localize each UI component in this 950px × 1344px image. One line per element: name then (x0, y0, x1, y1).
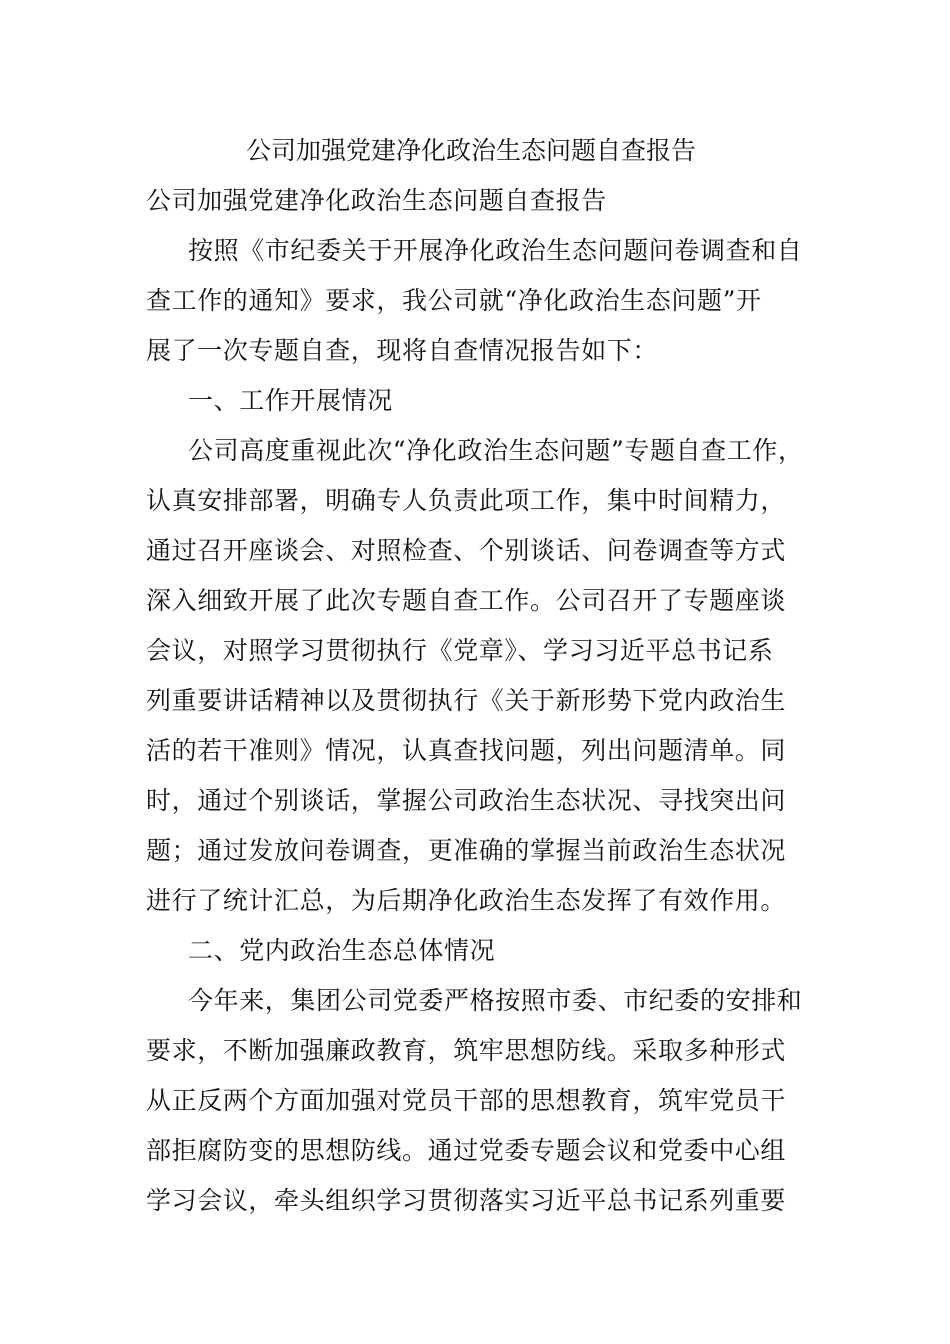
text-line: 要求，不断加强廉政教育，筑牢思想防线。采取多种形式 (146, 1036, 787, 1065)
text-line: 部拒腐防变的思想防线。通过党委专题会议和党委中心组 (146, 1136, 787, 1165)
text-line: 从正反两个方面加强对党员干部的思想教育，筑牢党员干 (146, 1086, 787, 1115)
text-line: 按照《市纪委关于开展净化政治生态问题问卷调查和自 (188, 236, 803, 265)
text-line: 会议，对照学习贯彻执行《党章》、学习习近平总书记系 (146, 636, 774, 665)
text-line: 题；通过发放问卷调查，更准确的掌握当前政治生态状况 (146, 836, 787, 865)
text-line: 今年来，集团公司党委严格按照市委、市纪委的安排和 (188, 986, 803, 1015)
text-line: 认真安排部署，明确专人负责此项工作，集中时间精力， (146, 486, 787, 515)
text-line: 深入细致开展了此次专题自查工作。公司召开了专题座谈 (146, 586, 787, 615)
text-line: 列重要讲话精神以及贯彻执行《关于新形势下党内政治生 (146, 686, 787, 715)
section-heading: 一、工作开展情况 (188, 386, 393, 415)
text-line: 活的若干准则》情况，认真查找问题，列出问题清单。同 (146, 736, 787, 765)
document-title: 公司加强党建净化政治生态问题自查报告 (246, 136, 697, 165)
text-line: 展了一次专题自查，现将自查情况报告如下： (146, 336, 659, 365)
text-line: 时，通过个别谈话，掌握公司政治生态状况、寻找突出问 (146, 786, 787, 815)
text-line: 公司高度重视此次“净化政治生态问题”专题自查工作， (188, 436, 804, 465)
text-line: 通过召开座谈会、对照检查、个别谈话、问卷调查等方式 (146, 536, 787, 565)
section-heading: 二、党内政治生态总体情况 (188, 936, 496, 965)
text-line: 学习会议，牵头组织学习贯彻落实习近平总书记系列重要 (146, 1186, 787, 1215)
text-line: 查工作的通知》要求，我公司就“净化政治生态问题”开 (146, 286, 762, 315)
document-subtitle: 公司加强党建净化政治生态问题自查报告 (146, 186, 607, 215)
text-line: 进行了统计汇总，为后期净化政治生态发挥了有效作用。 (146, 886, 787, 915)
